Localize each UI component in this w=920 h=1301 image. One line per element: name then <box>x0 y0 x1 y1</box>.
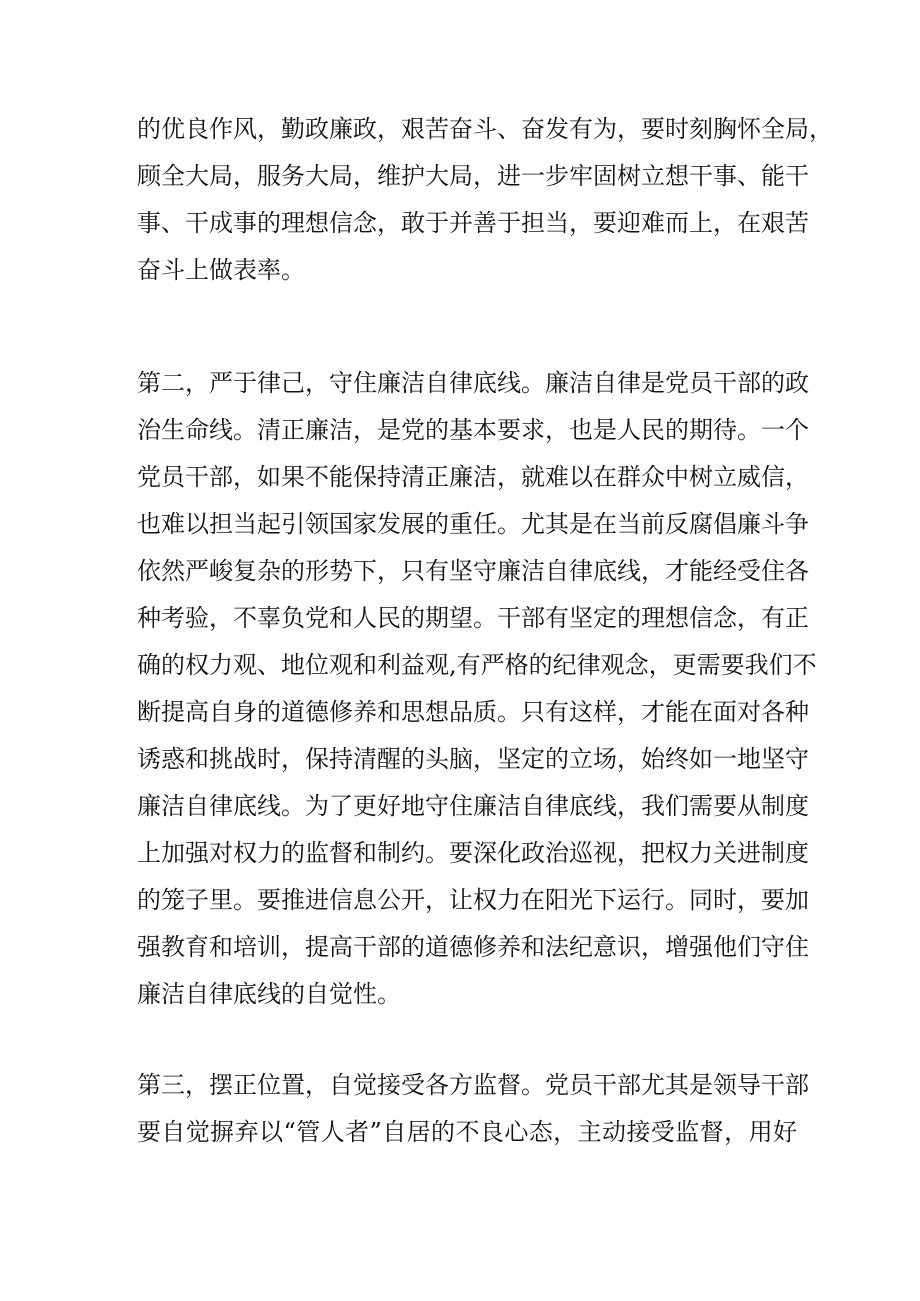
text-line: 的笼子里。要推进信息公开，让权力在阳光下运行。同时，要加 <box>137 886 809 914</box>
text-line: 的优良作风，勤政廉政，艰苦奋斗、奋发有为，要时刻胸怀全局， <box>137 115 833 143</box>
text-line: 治生命线。清正廉洁，是党的基本要求，也是人民的期待。一个 <box>137 416 809 444</box>
text-line: 顾全大局，服务大局，维护大局，进一步牢固树立想干事、能干 <box>137 162 809 190</box>
text-line: 断提高自身的道德修养和思想品质。只有这样，才能在面对各种 <box>137 698 809 726</box>
text-line: 廉洁自律底线。为了更好地守住廉洁自律底线，我们需要从制度 <box>137 792 809 820</box>
text-line: 依然严峻复杂的形势下，只有坚守廉洁自律底线，才能经受住各 <box>137 557 809 585</box>
text-line: 种考验，不辜负党和人民的期望。干部有坚定的理想信念，有正 <box>137 604 809 632</box>
text-line: 第三，摆正位置，自觉接受各方监督。党员干部尤其是领导干部 <box>137 1071 809 1099</box>
paragraph-2 <box>137 360 817 1018</box>
text-line: 党员干部，如果不能保持清正廉洁，就难以在群众中树立威信， <box>137 463 809 491</box>
text-line: 上加强对权力的监督和制约。要深化政治巡视，把权力关进制度 <box>137 839 809 867</box>
text-line: 奋斗上做表率。 <box>137 256 305 284</box>
text-line: 确的权力观、地位观和利益观,有严格的纪律观念，更需要我们不 <box>137 651 817 679</box>
text-line: 事、干成事的理想信念，敢于并善于担当，要迎难而上，在艰苦 <box>137 209 809 237</box>
text-line: 廉洁自律底线的自觉性。 <box>137 980 401 1008</box>
paragraph-1 <box>137 106 833 294</box>
text-line: 诱惑和挑战时，保持清醒的头脑，坚定的立场，始终如一地坚守 <box>137 745 809 773</box>
paragraph-3 <box>137 1062 809 1156</box>
text-line: 第二，严于律己，守住廉洁自律底线。廉洁自律是党员干部的政 <box>137 369 809 397</box>
text-line: 要自觉摒弃以“管人者”自居的不良心态，主动接受监督，用好 <box>137 1118 797 1146</box>
text-line: 强教育和培训，提高干部的道德修养和法纪意识，增强他们守住 <box>137 933 809 961</box>
text-line: 也难以担当起引领国家发展的重任。尤其是在当前反腐倡廉斗争 <box>137 510 809 538</box>
